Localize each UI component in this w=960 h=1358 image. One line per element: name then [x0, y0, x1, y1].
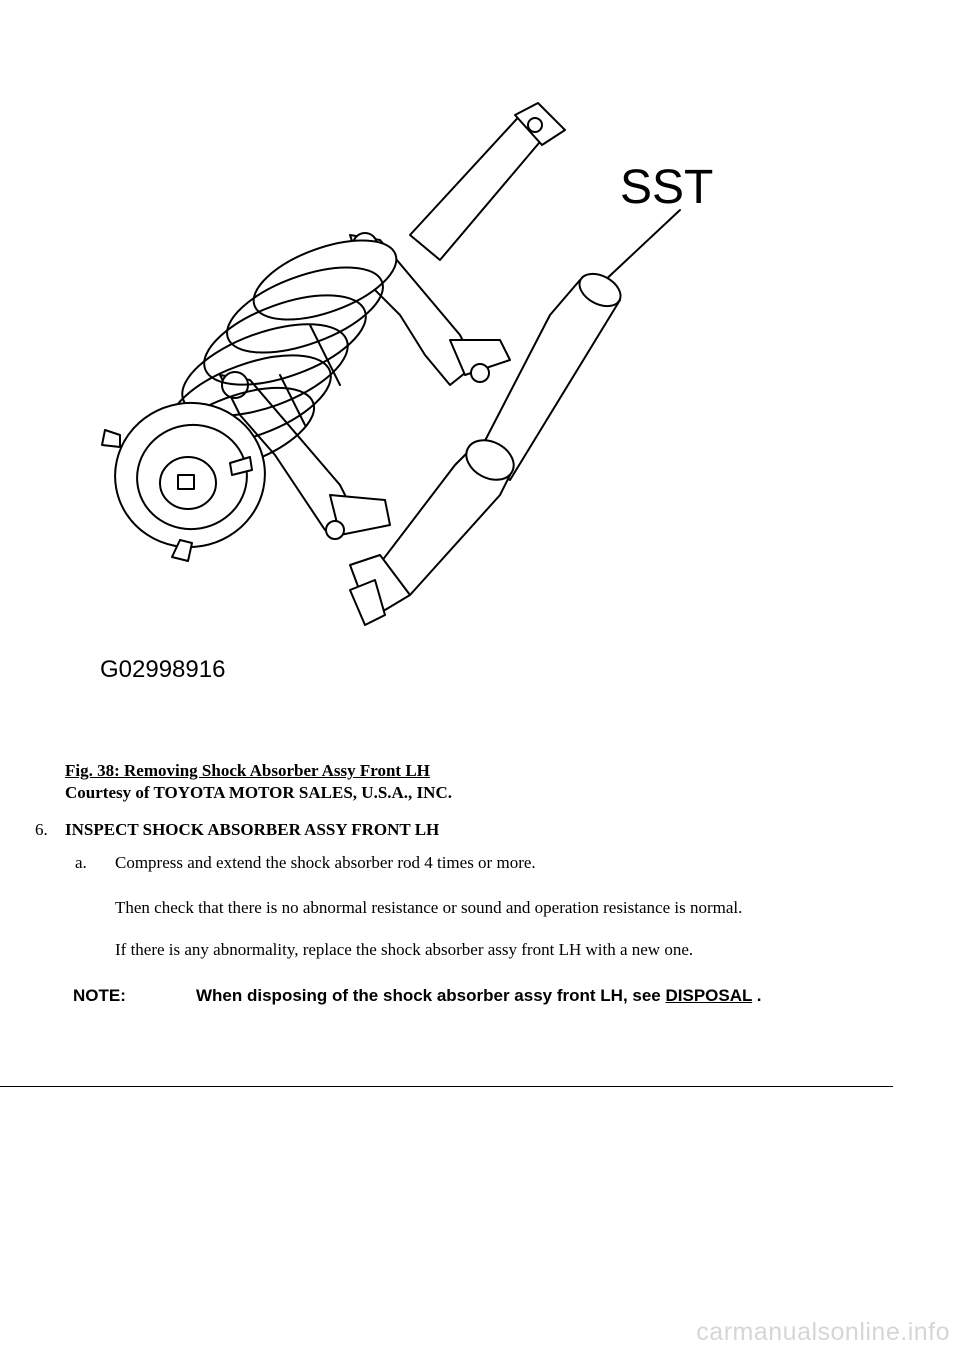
substep-letter: a.	[75, 853, 87, 872]
figure-title-link[interactable]: Fig. 38: Removing Shock Absorber Assy Front LH	[65, 761, 430, 780]
figure-caption	[65, 760, 452, 804]
disposal-link[interactable]: DISPOSAL	[665, 986, 753, 1005]
figure-code: G02998916	[100, 656, 226, 683]
substep-a	[75, 853, 536, 873]
check-paragraph: Then check that there is no abnormal resistance or sound and operation resistance is normal.	[115, 898, 743, 917]
sst-callout-label: SST	[620, 161, 714, 214]
replace-paragraph: If there is any abnormality, replace the shock absorber assy front LH with a new one.	[115, 940, 694, 959]
strut-illustration	[80, 85, 750, 700]
step-number: 6.	[35, 820, 48, 839]
figure-courtesy: Courtesy of TOYOTA MOTOR SALES, U.S.A., INC.	[65, 783, 452, 802]
step-title: INSPECT SHOCK ABSORBER ASSY FRONT LH	[65, 820, 440, 839]
substep-text: Compress and extend the shock absorber rod 4 times or more.	[115, 853, 536, 872]
footer-divider	[0, 1086, 893, 1087]
step-6	[35, 820, 439, 840]
note-text: When disposing of the shock absorber assy front LH, see	[196, 986, 666, 1005]
spring-compressor-drawing	[80, 85, 750, 700]
note-block	[73, 986, 762, 1006]
site-watermark: carmanualsonline.info	[696, 1318, 950, 1346]
note-text-end: .	[752, 986, 762, 1005]
note-label: NOTE:	[73, 986, 126, 1005]
